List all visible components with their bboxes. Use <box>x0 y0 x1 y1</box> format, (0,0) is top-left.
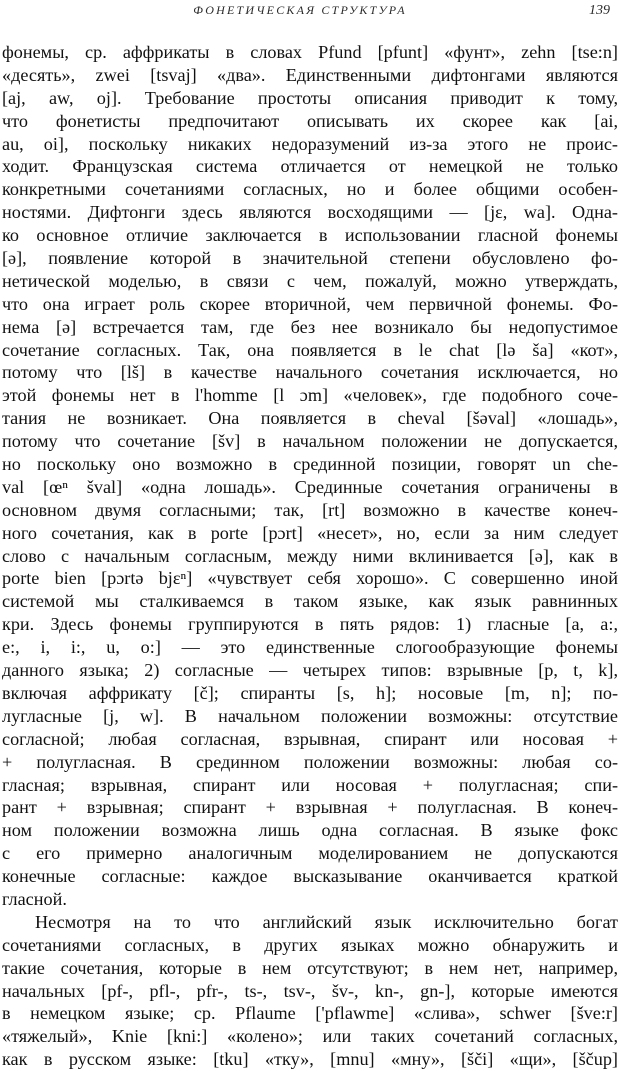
text-line: слово с начальным согласным, между ними вклинивается [ə], как в <box>2 545 618 566</box>
text-line: начальных [pf-, pfl-, pfr-, ts-, tsv-, šv-, kn-, gn-], которые имеются <box>2 980 618 1001</box>
text-line: e:, i, i:, u, o:] — это единственные слогообразующие фонемы <box>2 637 618 658</box>
text-line: потому что [lš] в качестве начального сочетания исключается, но <box>2 362 618 383</box>
text-line: рант + взрывная; спирант + взрывная + полугласная. В конеч- <box>2 797 618 818</box>
text-line: нетической моделью, в связи с чем, пожалуй, можно утверждать, <box>2 270 618 291</box>
text-line: потому что сочетание [šv] в начальном положении не допускается, <box>2 431 618 452</box>
text-line: «тяжелый», Knie [kni:] «колено»; или таких сочетаний согласных, <box>2 1026 618 1047</box>
text-line: такие сочетания, которые в нем отсутствуют; в нем нет, например, <box>2 957 618 978</box>
text-line: val [œⁿ šval] «одна лошадь». Срединные сочетания ограничены в <box>2 476 618 497</box>
text-line: конкретными сочетаниями согласных, но и более общими особен- <box>2 179 618 200</box>
text-line: но поскольку оно возможно в срединной позиции, говорят un che- <box>2 454 618 475</box>
text-line: ного сочетания, как в porte [pɔrt] «несет», но, если за ним следует <box>2 522 618 543</box>
text-body <box>0 41 620 1071</box>
text-line: этой фонемы нет в l'homme [l ɔm] «человек», где подобного соче- <box>2 385 618 406</box>
text-line: гласная; взрывная, спирант или носовая + полугласная; спи- <box>2 774 618 795</box>
text-line: согласной; любая согласная, взрывная, спирант или носовая + <box>2 728 618 749</box>
text-line: сочетание согласных. Так, она появляется в le chat [lə ša] «кот», <box>2 339 618 360</box>
text-line: фонемы, ср. аффрикаты в словах Pfund [pfunt] «фунт», zehn [tse:n] <box>2 42 618 62</box>
text-line: что фонетисты предпочитают описывать их скорее как [ai, <box>2 110 618 131</box>
text-line: + полугласная. В срединном положении возможны: любая со- <box>2 751 618 772</box>
text-line: в немецком языке; ср. Pflaume ['pflawme] «слива», schwer [šve:r] <box>2 1003 618 1024</box>
text-line: [ə], появление которой в значительной степени обусловлено фо- <box>2 248 618 269</box>
text-line: основном двумя согласными; так, [rt] возможно в качестве конеч- <box>2 499 618 520</box>
text-line: porte bien [pɔrtə bjɛⁿ] «чувствует себя хорошо». С совершенно иной <box>2 568 618 589</box>
paragraph-2 <box>0 911 620 1071</box>
text-line: нема [ə] встречается там, где без нее возникало бы недопустимое <box>2 316 618 337</box>
text-line: включая аффрикату [č]; спиранты [s, h]; носовые [m, n]; по- <box>2 682 618 703</box>
text-line: с его примерно аналогичным моделированием не допускаются <box>2 843 618 864</box>
text-line: что она играет роль скорее вторичной, чем первичной фонемы. Фо- <box>2 293 618 314</box>
text-line: ходит. Французская система отличается от немецкой не только <box>2 156 618 177</box>
text-line: тания не возникает. Она появляется в cheval [šəval] «лошадь», <box>2 408 618 429</box>
text-line: лугласные [j, w]. В начальном положении возможны: отсутствие <box>2 705 618 726</box>
text-line: конечные согласные: каждое высказывание оканчивается краткой <box>2 866 618 887</box>
text-line: кри. Здесь фонемы группируются в пять рядов: 1) гласные [a, a:, <box>2 614 618 635</box>
text-line: «десять», zwei [tsvaj] «два». Единственными дифтонгами являются <box>2 64 618 85</box>
text-line: системой мы сталкиваемся в таком языке, как язык равнинных <box>2 591 618 612</box>
text-line: ном положении возможна лишь одна согласная. В языке фокс <box>2 820 618 841</box>
text-line: ко основное отличие заключается в использовании гласной фонемы <box>2 225 618 246</box>
running-title: ФОНЕТИЧЕСКАЯ СТРУКТУРА <box>193 3 407 17</box>
text-line: Несмотря на то что английский язык исключительно богат <box>35 911 618 932</box>
text-line: данного языка; 2) согласные — четырех типов: взрывные [p, t, k], <box>2 660 618 681</box>
text-line: гласной. <box>2 888 67 909</box>
text-line: ностями. Дифтонги здесь являются восходящими — [jɛ, wa]. Одна- <box>2 202 618 223</box>
text-line: au, oi], поскольку никаких недоразумений из-за этого не проис- <box>2 133 618 154</box>
page-number: 139 <box>589 3 610 18</box>
paragraph-1 <box>0 41 620 911</box>
text-line: [aj, aw, oj]. Требование простоты описания приводит к тому, <box>2 87 618 108</box>
text-line: сочетаниями согласных, в других языках можно обнаружить и <box>2 934 618 955</box>
text-line: как в русском языке: [tku] «тку», [mnu] «мну», [šči] «щи», [ščup] <box>2 1049 618 1070</box>
